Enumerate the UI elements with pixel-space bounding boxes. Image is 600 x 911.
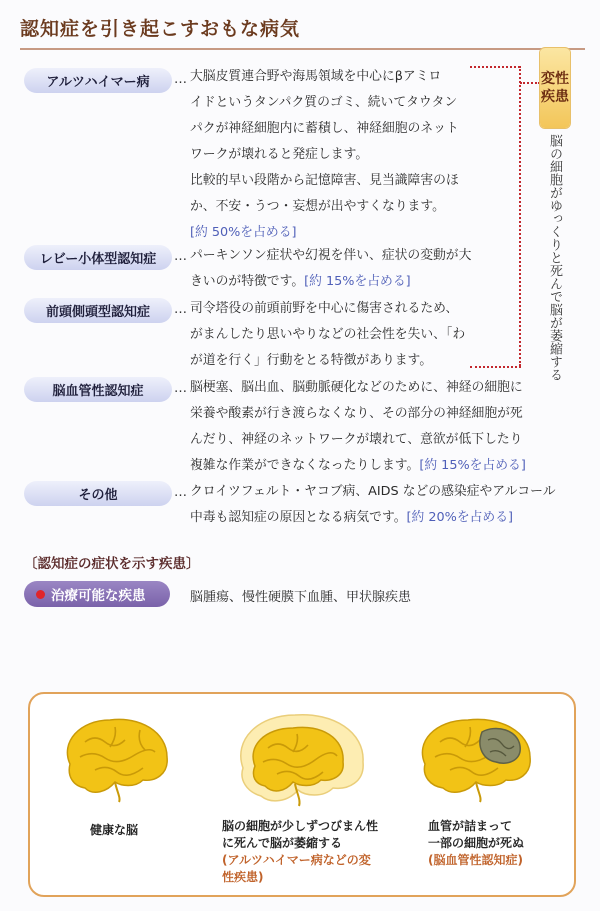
disease-label-vascular: 脳血管性認知症 (24, 377, 172, 402)
disease-label-other: その他 (24, 481, 172, 506)
healthy-brain-caption: 健康な脳 (90, 823, 139, 837)
percentage-note: [約 50%を占める] (190, 225, 297, 240)
disease-desc-alzheimer (190, 64, 459, 246)
desc-line: 比較的早い段階から記憶障害、見当識障害のほ (190, 173, 459, 188)
degenerative-label-line2: 疾患 (541, 89, 569, 105)
degenerative-description: 脳の細胞がゆっくりと死んで脳が萎縮する (547, 134, 562, 381)
desc-line: きいのが特徴です。 (190, 274, 305, 289)
healthy-brain-icon (55, 712, 175, 804)
degenerative-disease-label (540, 48, 570, 128)
title-underline (20, 48, 585, 50)
degenerative-label-line1: 変性 (541, 71, 569, 87)
desc-line: パクが神経細胞内に蓄積し、神経細胞のネット (190, 121, 459, 136)
vascular-brain-caption (428, 818, 524, 869)
desc-line: 栄養や酸素が行き渡らなくなり、その部分の神経細胞が死 (190, 406, 523, 421)
desc-line: 脳梗塞、脳出血、脳動脈硬化などのために、神経の細胞に (190, 380, 523, 395)
caption-line: 脳の細胞が少しずつびまん性 (222, 819, 379, 833)
disease-label-lewy: レビー小体型認知症 (24, 245, 172, 270)
desc-line: んだり、神経のネットワークが壊れて、意欲が低下したり (190, 432, 523, 447)
desc-line: が道を行く」行動をとる特徴があります。 (190, 353, 433, 368)
bracket-top-line (470, 66, 520, 68)
disease-desc-frontotemporal (190, 296, 465, 374)
disease-label-alzheimer: アルツハイマー病 (24, 68, 172, 93)
vascular-brain-icon (410, 712, 540, 804)
separator-dots: … (174, 485, 187, 500)
desc-line: ワークが壊れると発症します。 (190, 147, 369, 162)
disease-label-frontotemporal: 前頭側頭型認知症 (24, 298, 172, 323)
treatable-disease-list: 脳腫瘍、慢性硬膜下血腫、甲状腺疾患 (190, 590, 412, 605)
desc-line: 中毒も認知症の原因となる病気です。 (190, 510, 407, 525)
disease-desc-other (190, 479, 556, 531)
bullet-dot-icon (36, 590, 45, 599)
page-title: 認知症を引き起こすおもな病気 (20, 18, 301, 40)
percentage-note: [約 15%を占める] (419, 458, 526, 473)
percentage-note: [約 15%を占める] (304, 274, 411, 289)
bracket-connector (520, 82, 540, 84)
caption-line: 一部の細胞が死ぬ (428, 836, 525, 850)
separator-dots: … (174, 302, 187, 317)
desc-line: イドというタンパク質のゴミ、続いてタウタン (190, 95, 458, 110)
desc-line: 大脳皮質連合野や海馬領域を中心にβアミロ (190, 69, 442, 84)
desc-line: か、不安・うつ・妄想が出やすくなります。 (190, 199, 445, 214)
caption-line: に死んで脳が萎縮する (222, 836, 343, 850)
separator-dots: … (174, 72, 187, 87)
caption-note: (脳血管性認知症) (428, 853, 523, 867)
disease-desc-lewy (190, 243, 471, 295)
separator-dots: … (174, 249, 187, 264)
disease-desc-vascular (190, 375, 526, 479)
section-heading: 〔認知症の症状を示す疾患〕 (24, 556, 200, 572)
shrinking-brain-caption (222, 818, 378, 886)
desc-line: パーキンソン症状や幻視を伴い、症状の変動が大 (190, 248, 472, 263)
desc-line: クロイツフェルト・ヤコブ病、AIDS などの感染症やアルコール (190, 484, 556, 499)
treatable-label-text: 治療可能な疾患 (51, 588, 146, 604)
treatable-disease-label (24, 581, 170, 607)
desc-line: がまんしたり思いやりなどの社会性を失い、「わ (190, 327, 466, 342)
caption-note: 性疾患) (222, 870, 264, 884)
caption-note: (アルツハイマー病などの変 (222, 853, 371, 867)
percentage-note: [約 20%を占める] (406, 510, 514, 525)
bracket-bottom-line (470, 366, 521, 368)
shrinking-brain-icon (233, 710, 373, 810)
desc-line: 複雑な作業ができなくなったりします。 (190, 458, 420, 473)
bracket-vertical-line (519, 66, 521, 366)
separator-dots: … (174, 381, 187, 396)
caption-line: 血管が詰まって (428, 819, 513, 833)
desc-line: 司令塔役の前頭前野を中心に傷害されるため、 (190, 301, 459, 316)
